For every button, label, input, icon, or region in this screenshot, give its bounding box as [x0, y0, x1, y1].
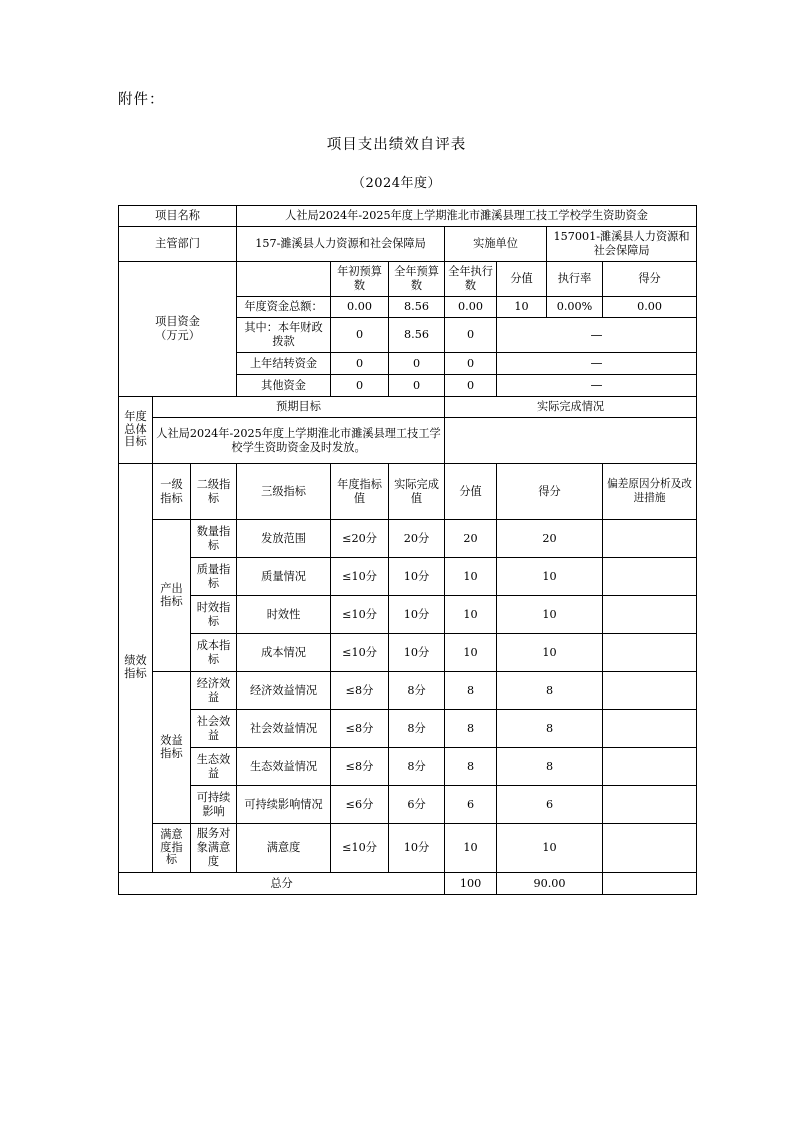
- indicator-score: 8: [497, 672, 603, 710]
- indicator-level2: 生态效益: [191, 748, 237, 786]
- funds-carryover-year-budget: 0: [389, 353, 445, 375]
- indicator-deviation: [603, 558, 697, 596]
- indicator-level3: 生态效益情况: [237, 748, 331, 786]
- table-row-indicator: [119, 520, 697, 558]
- funds-carryover-name: 上年结转资金: [237, 353, 331, 375]
- unit-label: 实施单位: [445, 227, 547, 262]
- table-row-indicator: [119, 672, 697, 710]
- indicator-level1-satisfaction: 满意度指标: [153, 824, 191, 873]
- indicator-score-value: 6: [445, 786, 497, 824]
- indicator-level1-output: 产出指标: [153, 520, 191, 672]
- indicator-actual-value: 8分: [389, 672, 445, 710]
- project-name-label: 项目名称: [119, 206, 237, 227]
- funds-total-exec-rate: 0.00%: [547, 297, 603, 318]
- indicator-actual-value: 10分: [389, 824, 445, 873]
- indicator-actual-value: 8分: [389, 748, 445, 786]
- indicator-actual-value: 10分: [389, 634, 445, 672]
- header-target-value: 年度指标值: [331, 464, 389, 520]
- table-row-indicator: [119, 748, 697, 786]
- header-actual-value: 实际完成值: [389, 464, 445, 520]
- indicator-deviation: [603, 710, 697, 748]
- expected-goal-text: 人社局2024年-2025年度上学期淮北市濉溪县理工技工学校学生资助资金及时发放。: [153, 418, 445, 464]
- indicator-actual-value: 10分: [389, 596, 445, 634]
- actual-result-header: 实际完成情况: [445, 397, 697, 418]
- indicator-level3: 可持续影响情况: [237, 786, 331, 824]
- indicator-deviation: [603, 634, 697, 672]
- indicator-target-value: ≤10分: [331, 824, 389, 873]
- funds-fiscal-year-budget: 8.56: [389, 318, 445, 353]
- indicator-level3: 成本情况: [237, 634, 331, 672]
- indicator-level3: 满意度: [237, 824, 331, 873]
- indicator-target-value: ≤10分: [331, 596, 389, 634]
- table-row-funds-header: [119, 262, 697, 297]
- indicator-level1-benefit: 效益指标: [153, 672, 191, 824]
- header-indicator-score-value: 分值: [445, 464, 497, 520]
- indicator-score: 10: [497, 596, 603, 634]
- header-score: 得分: [603, 262, 697, 297]
- page-title: 项目支出绩效自评表: [326, 137, 467, 153]
- indicator-actual-value: 6分: [389, 786, 445, 824]
- indicator-level2: 服务对象满意度: [191, 824, 237, 873]
- funds-other-year-budget: 0: [389, 375, 445, 397]
- funds-fiscal-name: 其中：本年财政拨款: [237, 318, 331, 353]
- indicator-score: 10: [497, 634, 603, 672]
- funds-fiscal-begin-budget: 0: [331, 318, 389, 353]
- funds-other-dash: —: [497, 375, 697, 397]
- funds-fiscal-dash: —: [497, 318, 697, 353]
- indicator-score-value: 10: [445, 634, 497, 672]
- indicator-level2: 经济效益: [191, 672, 237, 710]
- funds-total-score: 0.00: [603, 297, 697, 318]
- header-year-exec: 全年执行数: [445, 262, 497, 297]
- total-label: 总分: [119, 873, 445, 895]
- performance-indicator-label: 绩效指标: [119, 464, 153, 873]
- attachment-label: 附件：: [118, 92, 165, 108]
- indicator-score-value: 20: [445, 520, 497, 558]
- indicator-actual-value: 8分: [389, 710, 445, 748]
- funds-total-year-budget: 8.56: [389, 297, 445, 318]
- funds-carryover-begin-budget: 0: [331, 353, 389, 375]
- funds-label-line1: 项目资金: [155, 315, 200, 328]
- funds-total-begin-budget: 0.00: [331, 297, 389, 318]
- indicator-score-value: 10: [445, 596, 497, 634]
- indicator-level2: 质量指标: [191, 558, 237, 596]
- funds-other-name: 其他资金: [237, 375, 331, 397]
- indicator-level3: 发放范围: [237, 520, 331, 558]
- indicator-score-value: 10: [445, 824, 497, 873]
- page-subtitle: （2024年度）: [351, 176, 442, 191]
- indicator-target-value: ≤10分: [331, 634, 389, 672]
- header-begin-budget: 年初预算数: [331, 262, 389, 297]
- indicator-level2: 成本指标: [191, 634, 237, 672]
- header-level2: 二级指标: [191, 464, 237, 520]
- indicator-deviation: [603, 824, 697, 873]
- indicator-level3: 时效性: [237, 596, 331, 634]
- annual-goal-label: 年度总体目标: [119, 397, 153, 464]
- funds-carryover-dash: —: [497, 353, 697, 375]
- funds-carryover-year-exec: 0: [445, 353, 497, 375]
- indicator-level2: 社会效益: [191, 710, 237, 748]
- funds-total-year-exec: 0.00: [445, 297, 497, 318]
- indicator-target-value: ≤20分: [331, 520, 389, 558]
- indicator-actual-value: 20分: [389, 520, 445, 558]
- indicator-score-value: 8: [445, 748, 497, 786]
- indicator-score: 6: [497, 786, 603, 824]
- table-row-indicator: [119, 710, 697, 748]
- indicator-deviation: [603, 672, 697, 710]
- table-row-indicator: [119, 558, 697, 596]
- performance-self-evaluation-table: [118, 205, 697, 895]
- funds-total-name: 年度资金总额：: [237, 297, 331, 318]
- indicator-level3: 经济效益情况: [237, 672, 331, 710]
- indicator-target-value: ≤6分: [331, 786, 389, 824]
- indicator-score: 20: [497, 520, 603, 558]
- indicator-score: 10: [497, 558, 603, 596]
- indicator-level3: 社会效益情况: [237, 710, 331, 748]
- indicator-score-value: 8: [445, 710, 497, 748]
- table-row-total: [119, 873, 697, 895]
- indicator-score: 8: [497, 748, 603, 786]
- table-row-indicator: [119, 596, 697, 634]
- indicator-target-value: ≤10分: [331, 558, 389, 596]
- indicator-level2: 数量指标: [191, 520, 237, 558]
- indicator-deviation: [603, 748, 697, 786]
- funds-row-name-header: [237, 262, 331, 297]
- indicator-deviation: [603, 520, 697, 558]
- indicator-deviation: [603, 596, 697, 634]
- header-score-value: 分值: [497, 262, 547, 297]
- table-row-indicator: [119, 824, 697, 873]
- indicator-level3: 质量情况: [237, 558, 331, 596]
- indicator-level2: 时效指标: [191, 596, 237, 634]
- table-row-department: [119, 227, 697, 262]
- department-label: 主管部门: [119, 227, 237, 262]
- indicator-deviation: [603, 786, 697, 824]
- funds-total-score-value: 10: [497, 297, 547, 318]
- header-year-budget: 全年预算数: [389, 262, 445, 297]
- indicator-level2: 可持续影响: [191, 786, 237, 824]
- header-exec-rate: 执行率: [547, 262, 603, 297]
- header-indicator-score: 得分: [497, 464, 603, 520]
- total-deviation: [603, 873, 697, 895]
- table-row-indicator-header: [119, 464, 697, 520]
- indicator-target-value: ≤8分: [331, 710, 389, 748]
- actual-result-text: [445, 418, 697, 464]
- indicator-score-value: 10: [445, 558, 497, 596]
- indicator-score: 8: [497, 710, 603, 748]
- expected-goal-header: 预期目标: [153, 397, 445, 418]
- header-level3: 三级指标: [237, 464, 331, 520]
- table-row-indicator: [119, 786, 697, 824]
- indicator-actual-value: 10分: [389, 558, 445, 596]
- header-deviation: 偏差原因分析及改进措施: [603, 464, 697, 520]
- header-level1: 一级指标: [153, 464, 191, 520]
- total-score-value: 100: [445, 873, 497, 895]
- indicator-target-value: ≤8分: [331, 672, 389, 710]
- funds-other-begin-budget: 0: [331, 375, 389, 397]
- table-row-project-name: [119, 206, 697, 227]
- table-row-annual-goal-header: [119, 397, 697, 418]
- indicator-score: 10: [497, 824, 603, 873]
- indicator-score-value: 8: [445, 672, 497, 710]
- table-row-annual-goal-body: [119, 418, 697, 464]
- funds-label-line2: （万元）: [155, 329, 200, 342]
- project-name-value: 人社局2024年-2025年度上学期淮北市濉溪县理工技工学校学生资助资金: [237, 206, 697, 227]
- indicator-target-value: ≤8分: [331, 748, 389, 786]
- funds-fiscal-year-exec: 0: [445, 318, 497, 353]
- unit-value: 157001-濉溪县人力资源和社会保障局: [547, 227, 697, 262]
- funds-other-year-exec: 0: [445, 375, 497, 397]
- funds-label: [119, 262, 237, 397]
- total-score: 90.00: [497, 873, 603, 895]
- table-row-indicator: [119, 634, 697, 672]
- department-value: 157-濉溪县人力资源和社会保障局: [237, 227, 445, 262]
